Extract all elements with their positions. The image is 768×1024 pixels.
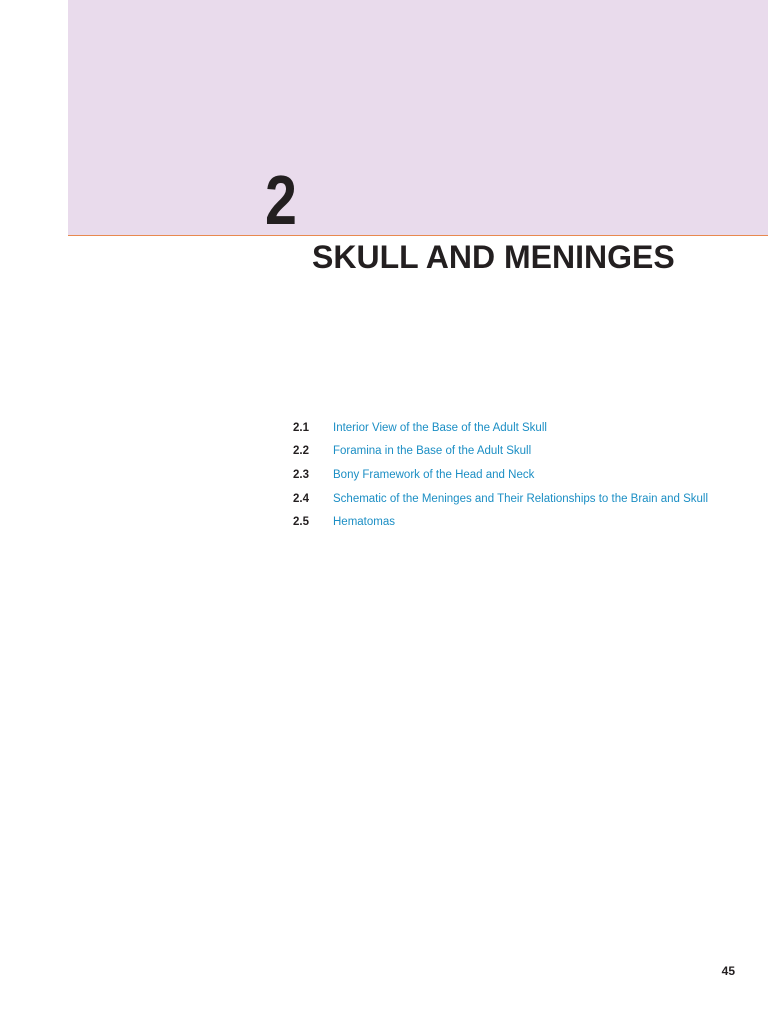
- toc-item: [293, 463, 763, 487]
- page-number: 45: [721, 964, 735, 978]
- toc-item: [293, 416, 763, 440]
- toc-item-number: 2.2: [293, 445, 309, 458]
- toc-item-number: 2.1: [293, 421, 309, 434]
- toc-item-link[interactable]: Interior View of the Base of the Adult Skull: [333, 421, 547, 434]
- toc-item-number: 2.5: [293, 516, 309, 529]
- toc-item: [293, 487, 763, 511]
- chapter-title: SKULL AND MENINGES: [312, 239, 675, 275]
- table-of-contents: [293, 416, 763, 534]
- chapter-number: 2: [265, 161, 296, 239]
- toc-item-link[interactable]: Foramina in the Base of the Adult Skull: [333, 445, 532, 458]
- toc-item: [293, 510, 763, 534]
- header-divider: [68, 235, 768, 236]
- toc-item-link[interactable]: Bony Framework of the Head and Neck: [333, 468, 535, 481]
- toc-item-link[interactable]: Hematomas: [333, 516, 395, 529]
- chapter-header-band: [68, 0, 768, 235]
- toc-item-number: 2.3: [293, 468, 309, 481]
- toc-item-number: 2.4: [293, 492, 309, 505]
- toc-item: [293, 440, 763, 464]
- toc-item-link[interactable]: Schematic of the Meninges and Their Relationships to the Brain and Skull: [333, 492, 709, 505]
